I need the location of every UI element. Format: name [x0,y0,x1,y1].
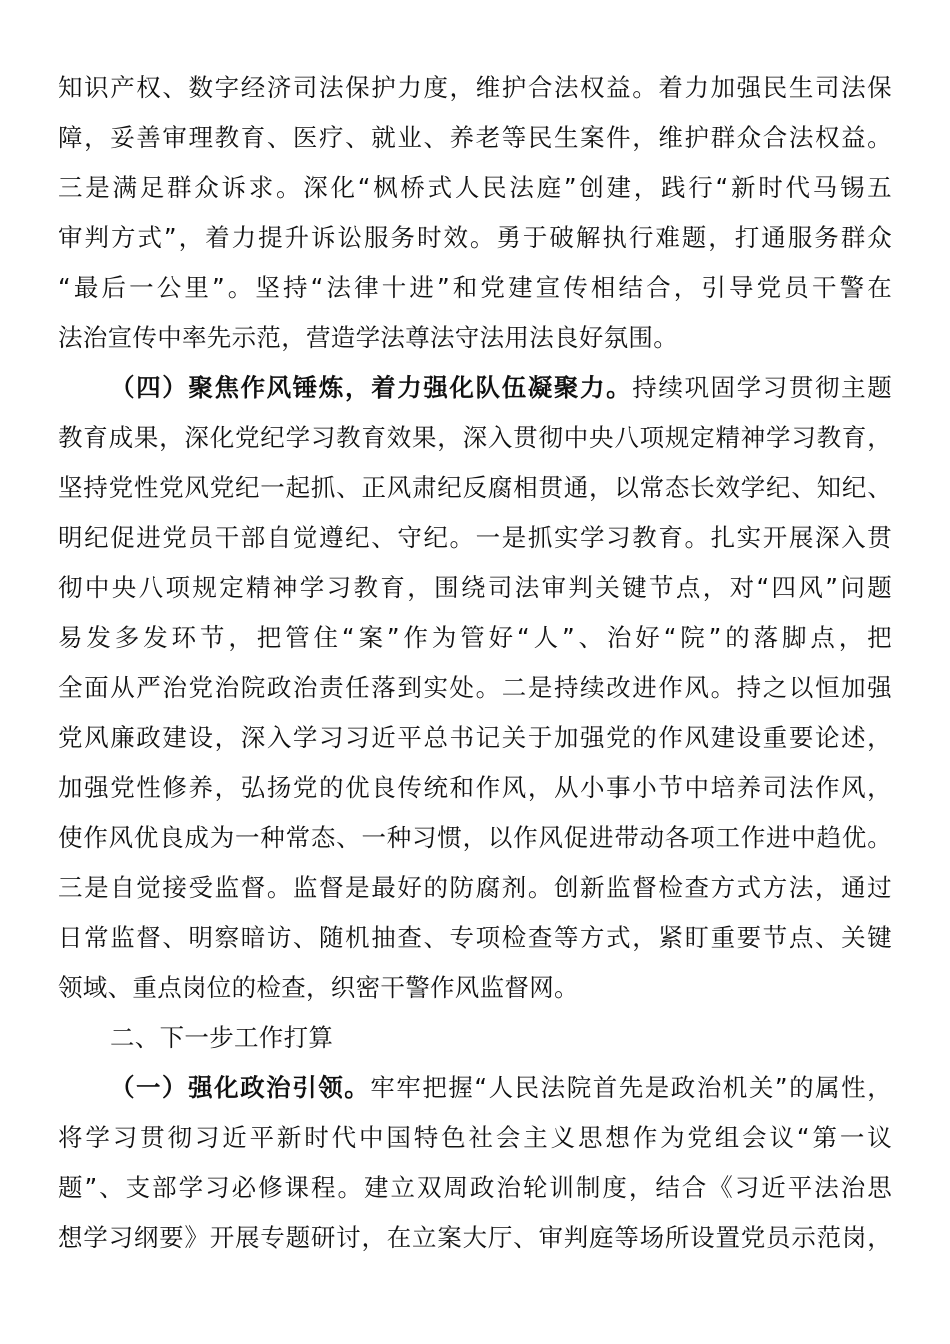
body-line: 使作风优良成为一种常态、一种习惯，以作风促进带动各项工作进中趋优。 [58,823,892,852]
section-4-first-line-text: 持续巩固学习贯彻主题 [632,373,893,402]
body-line: 三是自觉接受监督。监督是最好的防腐剂。创新监督检查方式方法，通过 [58,873,892,902]
body-line: 彻中央八项规定精神学习教育，围绕司法审判关键节点，对“四风”问题 [58,573,892,602]
body-line: 想学习纲要》开展专题研讨，在立案大厅、审判庭等场所设置党员示范岗， [58,1223,892,1252]
body-line: 党风廉政建设，深入学习习近平总书记关于加强党的作风建设重要论述， [58,723,892,752]
section-4-first-line [110,368,892,408]
body-line: 全面从严治党治院政治责任落到实处。二是持续改进作风。持之以恒加强 [58,673,892,702]
body-line: 审判方式”，着力提升诉讼服务时效。勇于破解执行难题，打通服务群众 [58,223,892,252]
section-title: 二、下一步工作打算 [110,1023,334,1052]
body-line: 法治宣传中率先示范，营造学法尊法守法用法良好氛围。 [58,323,678,352]
body-line: 加强党性修养，弘扬党的优良传统和作风，从小事小节中培养司法作风， [58,773,892,802]
body-line: 易发多发环节，把管住“案”作为管好“人”、治好“院”的落脚点，把 [58,623,892,652]
body-line: 日常监督、明察暗访、随机抽查、专项检查等方式，紧盯重要节点、关键 [58,923,892,952]
body-line: 领域、重点岗位的检查，织密干警作风监督网。 [58,973,579,1002]
body-line: 将学习贯彻习近平新时代中国特色社会主义思想作为党组会议“第一议 [58,1123,892,1152]
section-4-heading: （四）聚焦作风锤炼，着力强化队伍凝聚力。 [110,373,633,402]
body-line: 坚持党性党风党纪一起抓、正风肃纪反腐相贯通，以常态长效学纪、知纪、 [58,473,892,502]
body-line: 三是满足群众诉求。深化“枫桥式人民法庭”创建，践行“新时代马锡五 [58,173,892,202]
body-line: 题”、支部学习必修课程。建立双周政治轮训制度，结合《习近平法治思 [58,1173,892,1202]
body-line: 教育成果，深化党纪学习教育效果，深入贯彻中央八项规定精神学习教育， [58,423,892,452]
subsection-1-heading: （一）强化政治引领。 [110,1073,371,1102]
subsection-1-first-line-text: 牢牢把握“人民法院首先是政治机关”的属性， [370,1073,893,1102]
body-line: 明纪促进党员干部自觉遵纪、守纪。一是抓实学习教育。扎实开展深入贯 [58,523,892,552]
subsection-1-first-line [110,1068,892,1108]
body-line: “最后一公里”。坚持“法律十进”和党建宣传相结合，引导党员干警在 [58,273,892,302]
body-line: 障，妥善审理教育、医疗、就业、养老等民生案件，维护群众合法权益。 [58,123,892,152]
body-line: 知识产权、数字经济司法保护力度，维护合法权益。着力加强民生司法保 [58,73,892,102]
